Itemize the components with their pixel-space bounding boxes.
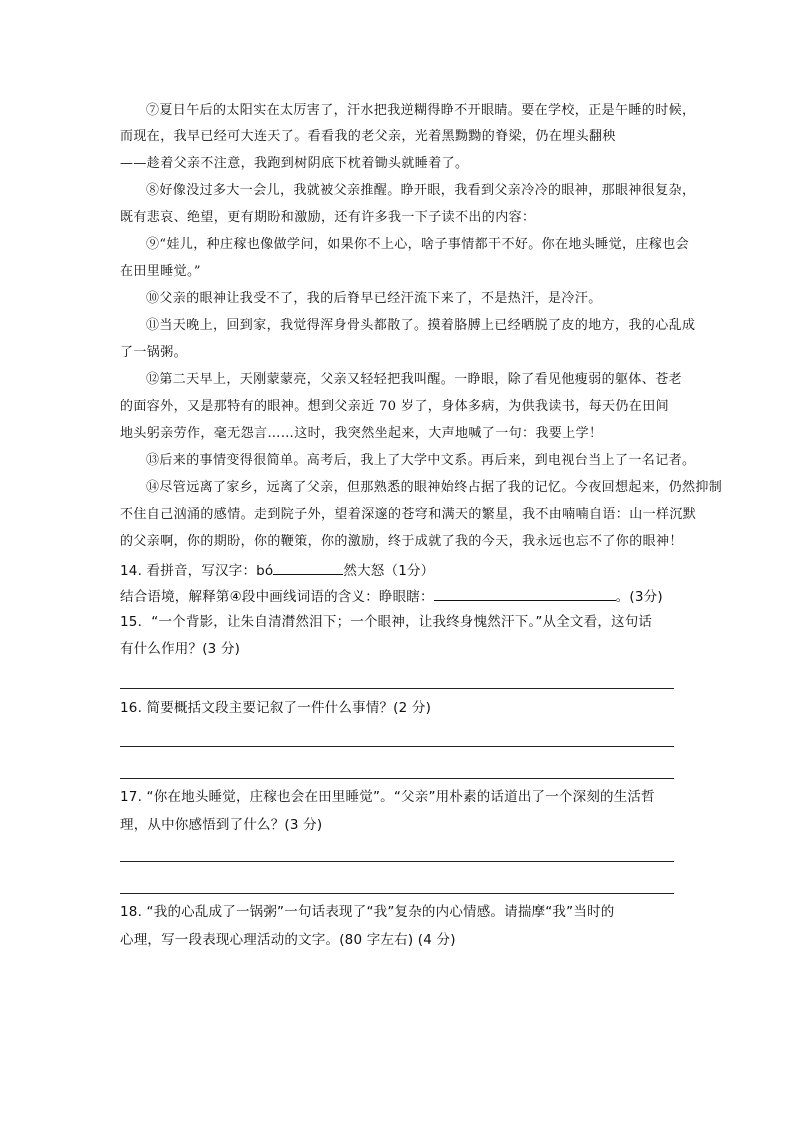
question-17-line: 17. “你在地头睡觉，庄稼也会在田里睡觉”。“父亲”用朴素的话道出了一个深刻的生活哲 bbox=[120, 789, 655, 805]
question-18-line: 心理，写一段表现心理活动的文字。(80 字左右) (4 分) bbox=[120, 932, 456, 948]
passage-line: 不住自己汹涌的感情。走到院子外，望着深邃的苍穹和满天的繁星，我不由喃喃自语：山一样沉默 bbox=[120, 507, 697, 522]
answer-line[interactable] bbox=[120, 746, 674, 747]
question-14-prefix: 14. 看拼音，写汉字：bó bbox=[120, 563, 274, 579]
answer-line[interactable] bbox=[120, 688, 674, 689]
question-14b-suffix: 。(3分) bbox=[615, 589, 663, 605]
answer-line[interactable] bbox=[120, 893, 674, 894]
question-14b-prefix: 结合语境，解释第④段中画线词语的含义：睁眼瞎： bbox=[120, 589, 434, 605]
question-17-line: 理，从中你感悟到了什么？(3 分) bbox=[120, 817, 323, 833]
question-14b bbox=[120, 586, 663, 606]
question-14 bbox=[120, 560, 434, 580]
answer-line[interactable] bbox=[120, 861, 674, 862]
passage-line: 地头躬亲劳作，毫无怨言……这时，我突然坐起来，大声地喊了一句：我要上学！ bbox=[120, 426, 603, 441]
passage-line: ⑫第二天早上，天刚蒙蒙亮，父亲又轻轻把我叫醒。一睁眼，除了看见他瘦弱的躯体、苍老 bbox=[146, 372, 683, 387]
definition-answer-blank[interactable] bbox=[434, 586, 616, 601]
passage-line: ⑩父亲的眼神让我受不了，我的后脊早已经汗流下来了，不是热汗，是冷汗。 bbox=[146, 291, 602, 306]
question-16: 16. 简要概括文段主要记叙了一件什么事情？(2 分) bbox=[120, 700, 432, 716]
passage-line: 了一锅粥。 bbox=[120, 345, 188, 360]
question-15-line: 有什么作用？(3 分) bbox=[120, 641, 241, 657]
passage-line: 而现在，我早已经可大连天了。看看我的老父亲，光着黑黝黝的脊梁，仍在埋头翻秧 bbox=[120, 129, 616, 144]
passage-line: ⑦夏日午后的太阳实在太厉害了，汗水把我逆糊得睁不开眼睛。要在学校，正是午睡的时候， bbox=[146, 103, 696, 118]
passage-line: ⑪当天晚上，回到家，我觉得浑身骨头都散了。摸着胳膊上已经晒脱了皮的地方，我的心乱成 bbox=[146, 318, 696, 333]
passage-line: ——趁着父亲不注意，我跑到树阴底下枕着锄头就睡着了。 bbox=[120, 156, 469, 171]
passage-line: ⑨“娃儿，种庄稼也像做学问，如果你不上心，啥子事情都干不好。你在地头睡觉，庄稼也会 bbox=[146, 237, 690, 252]
pinyin-answer-blank[interactable] bbox=[273, 560, 343, 575]
passage-line: 在田里睡觉。” bbox=[120, 264, 201, 279]
passage-line: 既有悲哀、绝望，更有期盼和激励，还有许多我一下子读不出的内容： bbox=[120, 210, 536, 225]
passage-line: 的面容外，又是那特有的眼神。想到父亲近 70 岁了，身体多病，为供我读书，每天仍在田间 bbox=[120, 399, 670, 414]
question-18-line: 18. “我的心乱成了一锅粥”一句话表现了“我”复杂的内心情感。请揣摩“我”当时的 bbox=[120, 904, 615, 920]
passage-line: ⑧好像没过多大一会儿，我就被父亲推醒。睁开眼，我看到父亲冷冷的眼神，那眼神很复杂， bbox=[146, 183, 696, 198]
passage-line: ⑬后来的事情变得很简单。高考后，我上了大学中文系。再后来，到电视台当上了一名记者。 bbox=[146, 453, 696, 468]
question-14-suffix: 然大怒（1分） bbox=[343, 563, 435, 579]
answer-line[interactable] bbox=[120, 778, 674, 779]
question-15-line: 15．“一个背影，让朱自清潸然泪下；一个眼神，让我终身愧然汗下。”从全文看，这句话 bbox=[120, 614, 653, 630]
passage-line: 的父亲啊，你的期盼，你的鞭策，你的激励，终于成就了我的今天，我永远也忘不了你的眼神！ bbox=[120, 534, 683, 549]
passage-line: ⑭尽管远离了家乡，远离了父亲，但那熟悉的眼神始终占据了我的记忆。今夜回想起来，仍然抑制 bbox=[146, 480, 723, 495]
